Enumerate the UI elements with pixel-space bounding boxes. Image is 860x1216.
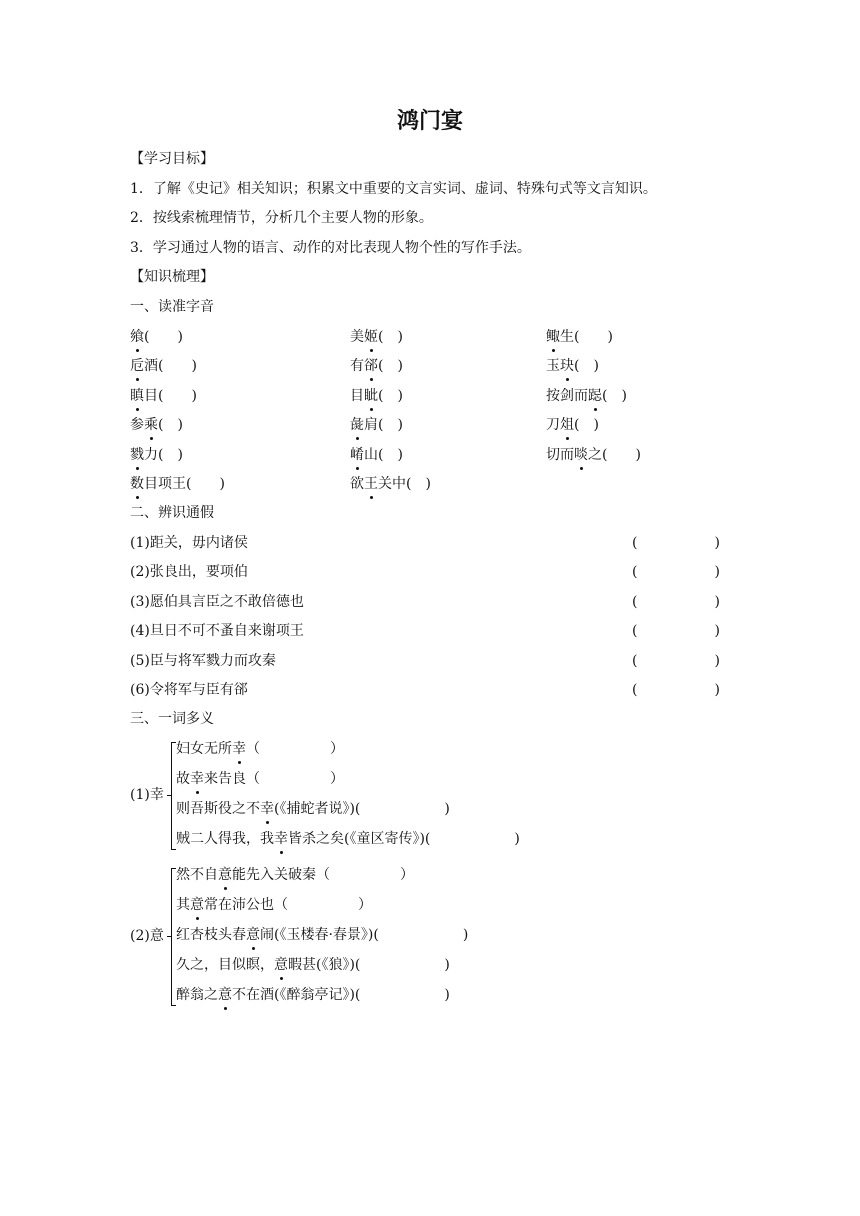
dotted-character: 崤 — [350, 444, 364, 466]
dotted-character: 眦 — [364, 385, 378, 407]
text-prefix: 切而 — [546, 446, 574, 463]
answer-blank — [632, 650, 720, 672]
pronunciation-word — [130, 329, 183, 345]
dotted-character: 意 — [218, 984, 232, 1006]
dotted-character: 幸 — [232, 738, 246, 760]
dotted-character: 郤 — [364, 355, 378, 377]
paren-left: ( — [632, 623, 638, 640]
pronunciation-item — [130, 414, 183, 436]
polysemy-sentence — [176, 768, 344, 790]
page-title: 鸿门宴 — [396, 109, 463, 134]
text-suffix: 之( ) — [588, 446, 641, 463]
pronunciation-item — [546, 355, 599, 377]
pronunciation-item — [546, 385, 627, 407]
text-suffix: ( ) — [602, 387, 627, 404]
text-suffix: ( ) — [144, 329, 183, 345]
answer-blank — [632, 620, 720, 642]
paren-right: ) — [714, 682, 720, 698]
text-suffix: （ ） — [246, 741, 344, 757]
text-suffix: ( ) — [378, 329, 403, 345]
sentence-text — [176, 927, 468, 943]
sentence-text — [176, 987, 450, 1003]
dotted-character: 幸 — [274, 828, 288, 850]
tongjia-item: (4)旦日不可不蚤自来谢项王 — [130, 623, 304, 640]
paren-right: ) — [714, 535, 720, 551]
text-prefix: 参 — [130, 417, 144, 434]
paren-right: ) — [714, 623, 720, 640]
dotted-character: 啖 — [574, 444, 588, 466]
answer-blank — [632, 532, 720, 554]
text-prefix: 红杏枝头春 — [176, 927, 246, 943]
text-prefix: 贼二人得我，我 — [176, 831, 274, 847]
sentence-text — [176, 771, 344, 787]
section-heading: 三、一词多义 — [130, 711, 214, 727]
dotted-character: 意 — [274, 954, 288, 976]
text-suffix: 目项王( ) — [144, 476, 225, 492]
paren-right: ) — [714, 593, 720, 610]
paren-right: ) — [714, 652, 720, 669]
dotted-character: 乘 — [144, 414, 158, 436]
brace-tip — [167, 795, 171, 796]
answer-blank — [632, 591, 720, 613]
paren-left: ( — [632, 593, 638, 610]
text-prefix: 妇女无所 — [176, 741, 232, 757]
section-heading: 一、读准字音 — [130, 299, 214, 315]
text-suffix: 闹(《玉楼春·春景》)( ) — [260, 927, 469, 943]
text-suffix: ( ) — [574, 417, 599, 434]
text-suffix: 不在酒(《醉翁亭记》)( ) — [232, 987, 450, 1003]
answer-blank — [632, 679, 720, 701]
pronunciation-word — [546, 388, 627, 404]
pronunciation-word — [130, 476, 225, 492]
pronunciation-word — [130, 447, 183, 463]
text-suffix: 山( ) — [364, 446, 403, 463]
text-prefix: 欲 — [350, 476, 364, 492]
text-prefix: 久之，目似瞑， — [176, 957, 274, 973]
polysemy-sentence — [176, 798, 450, 820]
text-prefix: 故 — [176, 771, 190, 787]
polysemy-sentence — [176, 738, 344, 760]
sentence-text — [176, 867, 414, 883]
text-prefix: 则吾斯役之不 — [176, 801, 260, 817]
text-suffix: ( ) — [378, 358, 403, 375]
dotted-character: 卮 — [130, 355, 144, 377]
text-suffix: 关中( ) — [378, 476, 431, 492]
paren-left: ( — [632, 535, 638, 551]
tongjia-item: (1)距关，毋内诸侯 — [130, 535, 248, 551]
text-suffix: 生( ) — [560, 329, 613, 345]
polysemy-sentence — [176, 864, 414, 886]
goal-item: 1．了解《史记》相关知识；积累文中重要的文言实词、虚词、特殊句式等文言知识。 — [130, 181, 657, 197]
text-suffix: 目( ) — [144, 387, 197, 404]
dotted-character: 俎 — [560, 414, 574, 436]
pronunciation-word — [350, 358, 403, 374]
text-suffix: 来告良（ ） — [204, 771, 344, 787]
text-suffix: 暇甚(《狼》)( ) — [288, 957, 450, 973]
dotted-character: 彘 — [350, 414, 364, 436]
dotted-character: 鲰 — [546, 326, 560, 348]
answer-blank — [632, 561, 720, 583]
text-prefix: 目 — [350, 387, 364, 404]
dotted-character: 数 — [130, 473, 144, 495]
paren-left: ( — [632, 682, 638, 698]
sentence-text — [176, 831, 520, 847]
text-prefix: 玉 — [546, 358, 560, 375]
dotted-character: 幸 — [190, 768, 204, 790]
section-header-knowledge: 【知识梳理】 — [130, 269, 214, 285]
dotted-character: 王 — [364, 473, 378, 495]
pronunciation-item — [546, 326, 613, 348]
pronunciation-word — [350, 329, 403, 345]
text-suffix: ( ) — [378, 387, 403, 404]
pronunciation-item — [350, 385, 403, 407]
section-header-goals: 【学习目标】 — [130, 151, 214, 167]
dotted-character: 意 — [190, 894, 204, 916]
pronunciation-word — [546, 417, 599, 433]
sentence-text — [176, 741, 344, 757]
text-prefix: 然不自 — [176, 867, 218, 883]
pronunciation-item — [130, 444, 183, 466]
pronunciation-word — [350, 476, 431, 492]
pronunciation-item — [350, 414, 403, 436]
text-prefix: 美 — [350, 329, 364, 345]
text-suffix: ( ) — [574, 358, 599, 375]
pronunciation-word — [350, 447, 403, 463]
polysemy-sentence — [176, 984, 450, 1006]
dotted-character: 跽 — [588, 385, 602, 407]
polysemy-word-label: (2)意 — [130, 928, 164, 944]
polysemy-sentence — [176, 954, 450, 976]
text-suffix: 力( ) — [144, 446, 183, 463]
dotted-character: 姬 — [364, 326, 378, 348]
text-suffix: ( ) — [158, 417, 183, 434]
text-prefix: 刀 — [546, 417, 560, 434]
pronunciation-item — [546, 444, 641, 466]
pronunciation-item — [130, 355, 197, 377]
text-prefix: 有 — [350, 358, 364, 375]
pronunciation-item — [130, 385, 197, 407]
sentence-text — [176, 897, 372, 913]
paren-left: ( — [632, 564, 638, 581]
text-suffix: 能先入关破秦（ ） — [232, 867, 414, 883]
dotted-character: 戮 — [130, 444, 144, 466]
paren-right: ) — [714, 564, 720, 581]
dotted-character: 飨 — [130, 326, 144, 348]
text-prefix: 其 — [176, 897, 190, 913]
text-prefix: 按剑而 — [546, 387, 588, 404]
sentence-text — [176, 957, 450, 973]
pronunciation-word — [130, 417, 183, 433]
polysemy-sentence — [176, 924, 468, 946]
pronunciation-word — [130, 388, 197, 404]
tongjia-item: (3)愿伯具言臣之不敢倍德也 — [130, 593, 304, 610]
pronunciation-item — [350, 326, 403, 348]
pronunciation-item — [130, 473, 225, 495]
polysemy-sentence — [176, 828, 520, 850]
tongjia-item: (2)张良出，要项伯 — [130, 564, 248, 581]
tongjia-item: (5)臣与将军戮力而攻秦 — [130, 652, 276, 669]
polysemy-word-label: (1)幸 — [130, 787, 164, 803]
pronunciation-word — [546, 358, 599, 374]
dotted-character: 幸 — [260, 798, 274, 820]
dotted-character: 玦 — [560, 355, 574, 377]
goal-item: 3．学习通过人物的语言、动作的对比表现人物个性的写作手法。 — [130, 240, 531, 256]
tongjia-item: (6)令将军与臣有郤 — [130, 682, 248, 698]
sentence-text — [176, 801, 450, 817]
pronunciation-item — [546, 414, 599, 436]
paren-left: ( — [632, 652, 638, 669]
pronunciation-word — [350, 388, 403, 404]
text-suffix: (《捕蛇者说》)( ) — [274, 801, 450, 817]
pronunciation-word — [546, 329, 613, 345]
text-suffix: 酒( ) — [144, 358, 197, 375]
pronunciation-word — [546, 447, 641, 463]
section-heading: 二、辨识通假 — [130, 505, 214, 521]
dotted-character: 瞋 — [130, 385, 144, 407]
dotted-character: 意 — [246, 924, 260, 946]
pronunciation-item — [350, 444, 403, 466]
text-prefix: 醉翁之 — [176, 987, 218, 1003]
pronunciation-word — [350, 417, 403, 433]
text-suffix: 皆杀之矣(《童区寄传》)( ) — [288, 831, 520, 847]
pronunciation-word — [130, 358, 197, 374]
goal-item: 2．按线索梳理情节，分析几个主要人物的形象。 — [130, 210, 433, 226]
text-suffix: 肩( ) — [364, 417, 403, 434]
brace-tip — [167, 936, 171, 937]
dotted-character: 意 — [218, 864, 232, 886]
pronunciation-item — [350, 355, 403, 377]
text-suffix: 常在沛公也（ ） — [204, 897, 372, 913]
pronunciation-item — [130, 326, 183, 348]
pronunciation-item — [350, 473, 431, 495]
polysemy-sentence — [176, 894, 372, 916]
